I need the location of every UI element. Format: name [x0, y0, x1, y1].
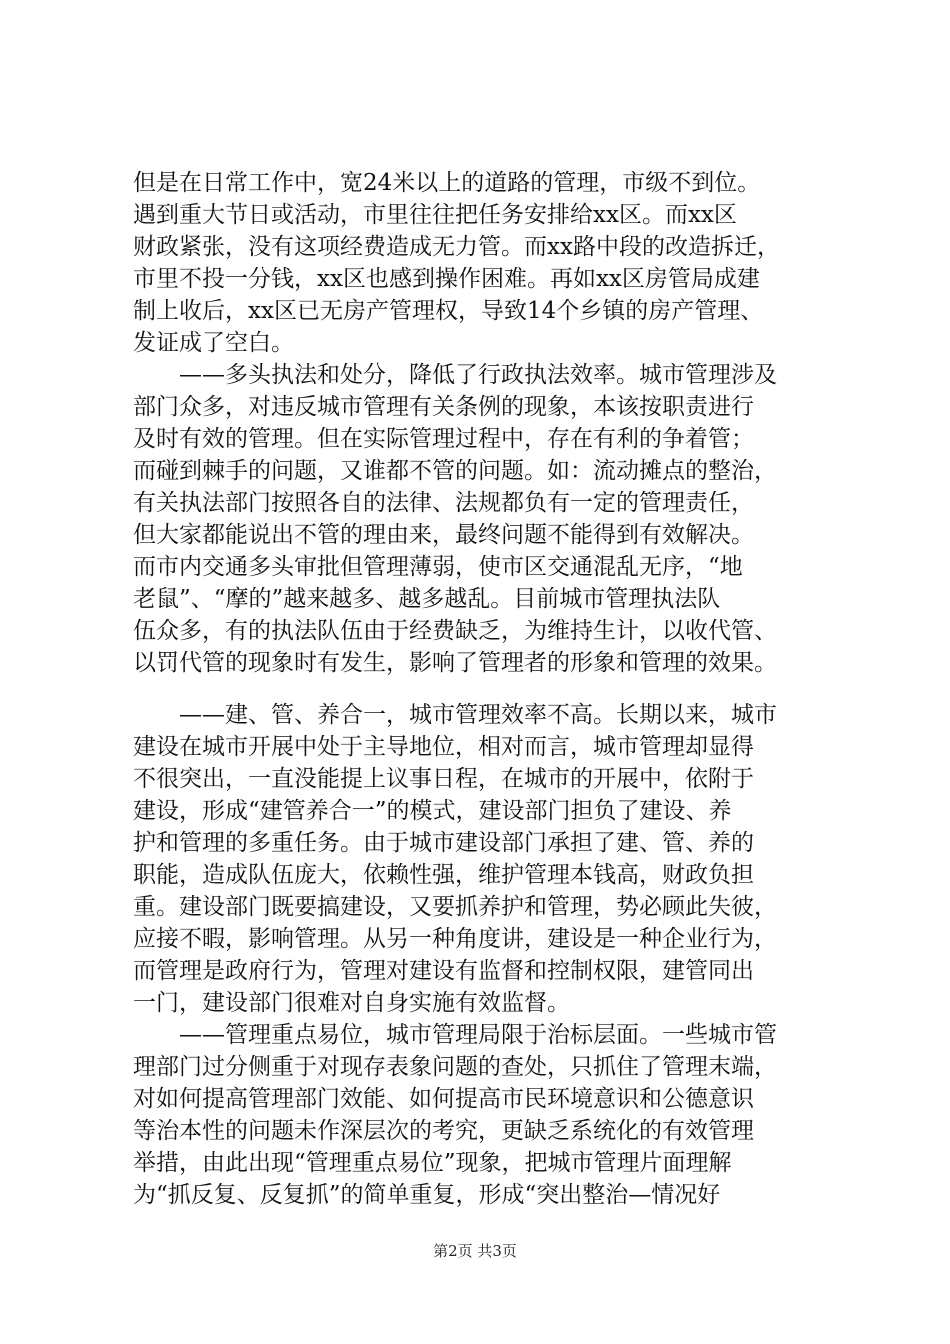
text-line: 老鼠”、“摩的”越来越多、越多越乱。目前城市管理执法队 [133, 586, 721, 612]
text-line: ——建、管、养合一，城市管理效率不高。长期以来，城市 [133, 702, 777, 728]
text-line: 建设，形成“建管养合一”的模式，建设部门担负了建设、养 [133, 798, 732, 824]
page-number-label: 第2页 共3页 [433, 1242, 517, 1260]
text-line: 应接不暇，影响管理。从另一种角度讲，建设是一种企业行为， [133, 926, 777, 952]
text-line: 财政紧张，没有这项经费造成无力管。而xx路中段的改造拆迁， [133, 234, 780, 260]
text-line: 伍众多，有的执法队伍由于经费缺乏，为维持生计，以收代管、 [133, 618, 777, 644]
text-line: 部门众多，对违反城市管理有关条例的现象，本该按职责进行 [133, 394, 754, 420]
text-line: 但大家都能说出不管的理由来，最终问题不能得到有效解决。 [133, 522, 754, 548]
text-line: 及时有效的管理。但在实际管理过程中，存在有利的争着管； [133, 426, 754, 452]
text-line: 而管理是政府行为，管理对建设有监督和控制权限，建管同出 [133, 958, 754, 984]
text-line: 市里不投一分钱，xx区也感到操作困难。再如xx区房管局成建 [133, 266, 760, 292]
text-line: 理部门过分侧重于对现存表象问题的查处，只抓住了管理末端， [133, 1054, 777, 1080]
text-line: ——多头执法和处分，降低了行政执法效率。城市管理涉及 [133, 362, 777, 388]
text-line: 有关执法部门按照各自的法律、法规都负有一定的管理责任， [133, 490, 754, 516]
text-line: 一门，建设部门很难对自身实施有效监督。 [133, 990, 570, 1016]
text-line: 遇到重大节日或活动，市里往往把任务安排给xx区。而xx区 [133, 202, 737, 228]
text-line: 建设在城市开展中处于主导地位，相对而言，城市管理却显得 [133, 734, 754, 760]
text-line: 护和管理的多重任务。由于城市建设部门承担了建、管、养的 [133, 830, 754, 856]
text-line: 为“抓反复、反复抓”的简单重复，形成“突出整治—情况好 [133, 1182, 721, 1208]
text-line: 不很突出，一直没能提上议事日程，在城市的开展中，依附于 [133, 766, 754, 792]
text-line: 发证成了空白。 [133, 330, 294, 356]
text-line: 但是在日常工作中，宽24米以上的道路的管理，市级不到位。 [133, 170, 761, 196]
text-line: ——管理重点易位，城市管理局限于治标层面。一些城市管 [133, 1022, 777, 1048]
text-line: 而市内交通多头审批但管理薄弱，使市区交通混乱无序，“地 [133, 554, 743, 580]
text-line: 举措，由此出现“管理重点易位”现象，把城市管理片面理解 [133, 1150, 732, 1176]
text-line: 对如何提高管理部门效能、如何提高市民环境意识和公德意识 [133, 1086, 754, 1112]
text-line: 以罚代管的现象时有发生，影响了管理者的形象和管理的效果。 [133, 650, 777, 676]
paragraph-gap [133, 679, 858, 699]
text-line: 制上收后，xx区已无房产管理权，导致14个乡镇的房产管理、 [133, 298, 764, 324]
text-line: 而碰到棘手的问题，又谁都不管的问题。如：流动摊点的整治， [133, 458, 777, 484]
text-line: 重。建设部门既要搞建设，又要抓养护和管理，势必顾此失彼， [133, 894, 777, 920]
document-body [133, 167, 858, 1211]
text-line: 等治本性的问题未作深层次的考究，更缺乏系统化的有效管理 [133, 1118, 754, 1144]
text-line: 职能，造成队伍庞大，依赖性强，维护管理本钱高，财政负担 [133, 862, 754, 888]
page-footer [0, 1241, 950, 1261]
